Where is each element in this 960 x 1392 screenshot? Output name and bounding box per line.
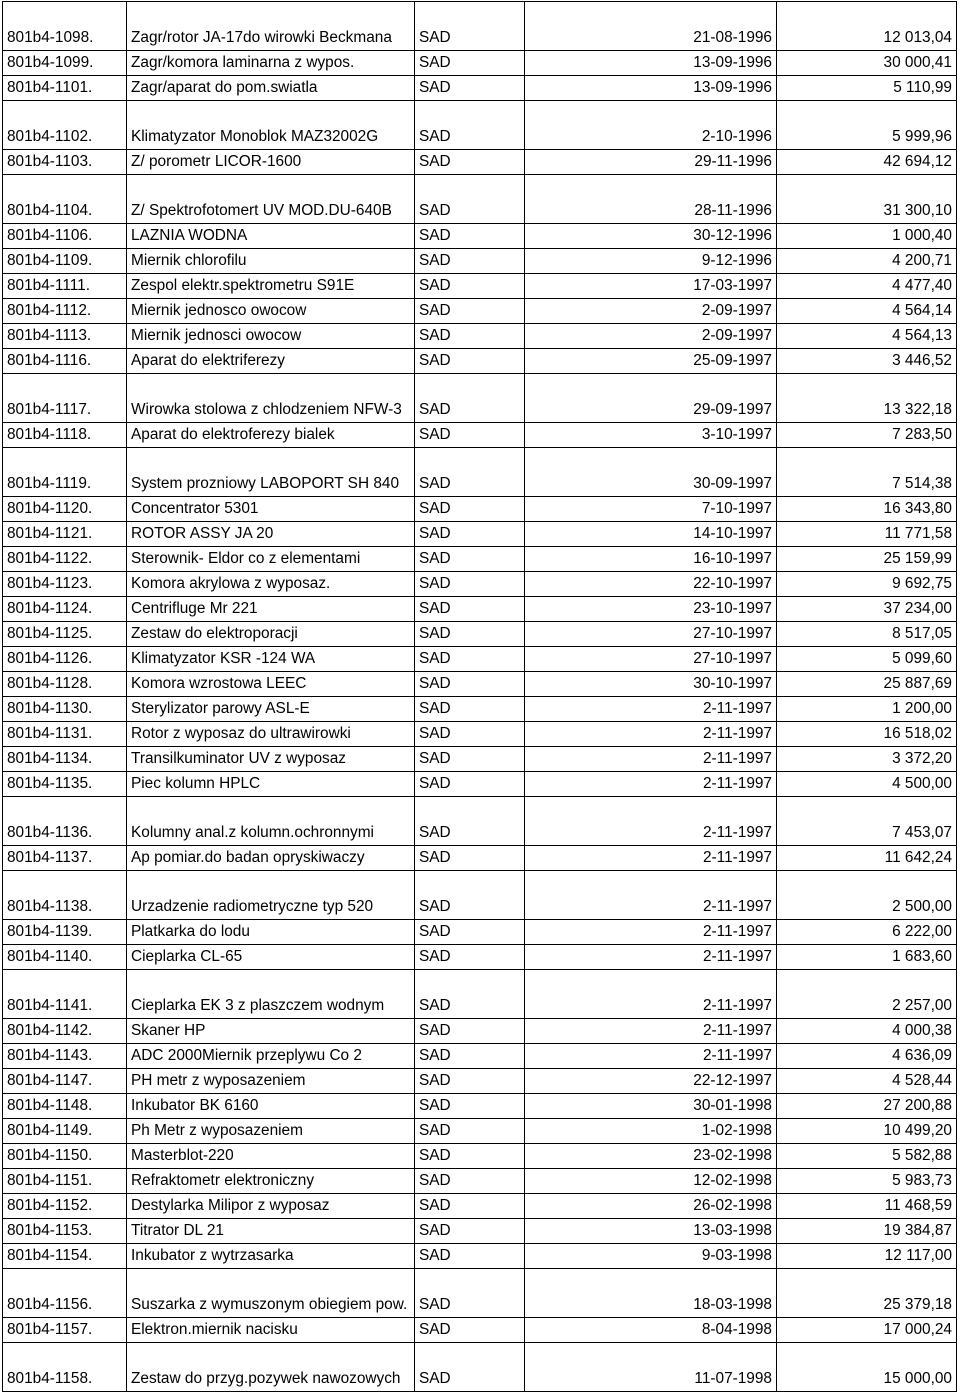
value-cell: 5 099,60 [777, 647, 957, 672]
date-cell: 30-09-1997 [525, 448, 777, 497]
source-cell: SAD [415, 672, 525, 697]
source-cell: SAD [415, 76, 525, 101]
table-row [3, 1069, 957, 1094]
value-cell: 2 500,00 [777, 871, 957, 920]
inventory-number-cell: 801b4-1111. [3, 274, 127, 299]
value-cell: 12 117,00 [777, 1244, 957, 1269]
date-cell: 2-11-1997 [525, 970, 777, 1019]
value-cell: 27 200,88 [777, 1094, 957, 1119]
item-name-cell: Wirowka stolowa z chlodzeniem NFW-3 [127, 374, 415, 423]
value-cell: 13 322,18 [777, 374, 957, 423]
date-cell: 7-10-1997 [525, 497, 777, 522]
source-cell: SAD [415, 150, 525, 175]
date-cell: 2-11-1997 [525, 797, 777, 846]
date-cell: 27-10-1997 [525, 622, 777, 647]
inventory-number-cell: 801b4-1151. [3, 1169, 127, 1194]
item-name-cell: Cieplarka EK 3 z plaszczem wodnym [127, 970, 415, 1019]
source-cell: SAD [415, 846, 525, 871]
table-row [3, 747, 957, 772]
source-cell: SAD [415, 547, 525, 572]
item-name-cell: Concentrator 5301 [127, 497, 415, 522]
inventory-number-cell: 801b4-1113. [3, 324, 127, 349]
source-cell: SAD [415, 1044, 525, 1069]
table-row [3, 274, 957, 299]
item-name-cell: Inkubator BK 6160 [127, 1094, 415, 1119]
source-cell: SAD [415, 945, 525, 970]
source-cell: SAD [415, 349, 525, 374]
table-row [3, 1144, 957, 1169]
item-name-cell: Zagr/rotor JA-17do wirowki Beckmana [127, 2, 415, 51]
source-cell: SAD [415, 920, 525, 945]
source-cell: SAD [415, 249, 525, 274]
date-cell: 12-02-1998 [525, 1169, 777, 1194]
source-cell: SAD [415, 697, 525, 722]
table-row [3, 448, 957, 497]
date-cell: 9-03-1998 [525, 1244, 777, 1269]
table-row [3, 597, 957, 622]
date-cell: 21-08-1996 [525, 2, 777, 51]
item-name-cell: Zagr/aparat do pom.swiatla [127, 76, 415, 101]
inventory-number-cell: 801b4-1157. [3, 1318, 127, 1343]
date-cell: 27-10-1997 [525, 647, 777, 672]
table-row [3, 374, 957, 423]
value-cell: 5 983,73 [777, 1169, 957, 1194]
date-cell: 17-03-1997 [525, 274, 777, 299]
item-name-cell: Masterblot-220 [127, 1144, 415, 1169]
item-name-cell: Zespol elektr.spektrometru S91E [127, 274, 415, 299]
inventory-number-cell: 801b4-1139. [3, 920, 127, 945]
value-cell: 4 000,38 [777, 1019, 957, 1044]
value-cell: 25 159,99 [777, 547, 957, 572]
table-row [3, 101, 957, 150]
item-name-cell: Kolumny anal.z kolumn.ochronnymi [127, 797, 415, 846]
value-cell: 42 694,12 [777, 150, 957, 175]
date-cell: 25-09-1997 [525, 349, 777, 374]
item-name-cell: Ph Metr z wyposazeniem [127, 1119, 415, 1144]
inventory-number-cell: 801b4-1125. [3, 622, 127, 647]
inventory-number-cell: 801b4-1126. [3, 647, 127, 672]
inventory-number-cell: 801b4-1102. [3, 101, 127, 150]
value-cell: 3 446,52 [777, 349, 957, 374]
date-cell: 2-11-1997 [525, 697, 777, 722]
source-cell: SAD [415, 622, 525, 647]
inventory-number-cell: 801b4-1130. [3, 697, 127, 722]
table-row [3, 51, 957, 76]
date-cell: 9-12-1996 [525, 249, 777, 274]
inventory-number-cell: 801b4-1149. [3, 1119, 127, 1144]
source-cell: SAD [415, 274, 525, 299]
value-cell: 3 372,20 [777, 747, 957, 772]
inventory-number-cell: 801b4-1147. [3, 1069, 127, 1094]
item-name-cell: Inkubator z wytrzasarka [127, 1244, 415, 1269]
date-cell: 2-11-1997 [525, 871, 777, 920]
item-name-cell: ROTOR ASSY JA 20 [127, 522, 415, 547]
inventory-number-cell: 801b4-1120. [3, 497, 127, 522]
item-name-cell: Klimatyzator Monoblok MAZ32002G [127, 101, 415, 150]
item-name-cell: Aparat do elektroferezy bialek [127, 423, 415, 448]
table-row [3, 871, 957, 920]
value-cell: 1 200,00 [777, 697, 957, 722]
date-cell: 13-09-1996 [525, 76, 777, 101]
table-row [3, 1244, 957, 1269]
date-cell: 29-11-1996 [525, 150, 777, 175]
source-cell: SAD [415, 797, 525, 846]
source-cell: SAD [415, 722, 525, 747]
item-name-cell: Refraktometr elektroniczny [127, 1169, 415, 1194]
table-row [3, 1019, 957, 1044]
item-name-cell: Titrator DL 21 [127, 1219, 415, 1244]
date-cell: 18-03-1998 [525, 1269, 777, 1318]
table-row [3, 1169, 957, 1194]
date-cell: 2-11-1997 [525, 945, 777, 970]
source-cell: SAD [415, 448, 525, 497]
item-name-cell: Miernik chlorofilu [127, 249, 415, 274]
value-cell: 30 000,41 [777, 51, 957, 76]
table-row [3, 1194, 957, 1219]
value-cell: 7 283,50 [777, 423, 957, 448]
date-cell: 30-12-1996 [525, 224, 777, 249]
inventory-number-cell: 801b4-1154. [3, 1244, 127, 1269]
value-cell: 5 582,88 [777, 1144, 957, 1169]
item-name-cell: Centrifluge Mr 221 [127, 597, 415, 622]
item-name-cell: Urzadzenie radiometryczne typ 520 [127, 871, 415, 920]
item-name-cell: Miernik jednosci owocow [127, 324, 415, 349]
value-cell: 2 257,00 [777, 970, 957, 1019]
item-name-cell: Komora wzrostowa LEEC [127, 672, 415, 697]
date-cell: 2-11-1997 [525, 1019, 777, 1044]
inventory-number-cell: 801b4-1148. [3, 1094, 127, 1119]
value-cell: 11 468,59 [777, 1194, 957, 1219]
value-cell: 8 517,05 [777, 622, 957, 647]
date-cell: 26-02-1998 [525, 1194, 777, 1219]
table-row [3, 945, 957, 970]
source-cell: SAD [415, 1094, 525, 1119]
date-cell: 2-11-1997 [525, 846, 777, 871]
value-cell: 11 771,58 [777, 522, 957, 547]
date-cell: 13-03-1998 [525, 1219, 777, 1244]
date-cell: 3-10-1997 [525, 423, 777, 448]
table-row [3, 1269, 957, 1318]
inventory-number-cell: 801b4-1106. [3, 224, 127, 249]
value-cell: 1 000,40 [777, 224, 957, 249]
inventory-table-body [3, 2, 957, 1392]
value-cell: 4 564,13 [777, 324, 957, 349]
inventory-number-cell: 801b4-1103. [3, 150, 127, 175]
table-row [3, 547, 957, 572]
date-cell: 30-01-1998 [525, 1094, 777, 1119]
source-cell: SAD [415, 374, 525, 423]
date-cell: 23-02-1998 [525, 1144, 777, 1169]
source-cell: SAD [415, 522, 525, 547]
inventory-number-cell: 801b4-1119. [3, 448, 127, 497]
item-name-cell: Zagr/komora laminarna z wypos. [127, 51, 415, 76]
inventory-number-cell: 801b4-1137. [3, 846, 127, 871]
source-cell: SAD [415, 497, 525, 522]
table-row [3, 76, 957, 101]
source-cell: SAD [415, 175, 525, 224]
table-row [3, 1219, 957, 1244]
value-cell: 11 642,24 [777, 846, 957, 871]
table-row [3, 175, 957, 224]
table-row [3, 920, 957, 945]
inventory-number-cell: 801b4-1099. [3, 51, 127, 76]
table-row [3, 697, 957, 722]
item-name-cell: Z/ porometr LICOR-1600 [127, 150, 415, 175]
value-cell: 19 384,87 [777, 1219, 957, 1244]
inventory-table [2, 1, 957, 1392]
item-name-cell: Suszarka z wymuszonym obiegiem pow. [127, 1269, 415, 1318]
date-cell: 2-09-1997 [525, 324, 777, 349]
source-cell: SAD [415, 2, 525, 51]
value-cell: 4 200,71 [777, 249, 957, 274]
source-cell: SAD [415, 1119, 525, 1144]
item-name-cell: Miernik jednosco owocow [127, 299, 415, 324]
item-name-cell: Ap pomiar.do badan opryskiwaczy [127, 846, 415, 871]
date-cell: 2-11-1997 [525, 747, 777, 772]
value-cell: 12 013,04 [777, 2, 957, 51]
inventory-number-cell: 801b4-1134. [3, 747, 127, 772]
date-cell: 29-09-1997 [525, 374, 777, 423]
table-row [3, 846, 957, 871]
source-cell: SAD [415, 101, 525, 150]
source-cell: SAD [415, 597, 525, 622]
date-cell: 23-10-1997 [525, 597, 777, 622]
source-cell: SAD [415, 871, 525, 920]
source-cell: SAD [415, 1318, 525, 1343]
item-name-cell: Rotor z wyposaz do ultrawirowki [127, 722, 415, 747]
source-cell: SAD [415, 647, 525, 672]
inventory-number-cell: 801b4-1143. [3, 1044, 127, 1069]
inventory-number-cell: 801b4-1109. [3, 249, 127, 274]
inventory-number-cell: 801b4-1131. [3, 722, 127, 747]
item-name-cell: Sterylizator parowy ASL-E [127, 697, 415, 722]
date-cell: 1-02-1998 [525, 1119, 777, 1144]
date-cell: 14-10-1997 [525, 522, 777, 547]
source-cell: SAD [415, 1219, 525, 1244]
value-cell: 16 518,02 [777, 722, 957, 747]
source-cell: SAD [415, 423, 525, 448]
inventory-number-cell: 801b4-1141. [3, 970, 127, 1019]
item-name-cell: Klimatyzator KSR -124 WA [127, 647, 415, 672]
date-cell: 13-09-1996 [525, 51, 777, 76]
item-name-cell: Skaner HP [127, 1019, 415, 1044]
table-row [3, 1343, 957, 1392]
table-row [3, 1044, 957, 1069]
item-name-cell: Transilkuminator UV z wyposaz [127, 747, 415, 772]
table-row [3, 299, 957, 324]
inventory-number-cell: 801b4-1150. [3, 1144, 127, 1169]
date-cell: 22-12-1997 [525, 1069, 777, 1094]
inventory-number-cell: 801b4-1140. [3, 945, 127, 970]
inventory-number-cell: 801b4-1123. [3, 572, 127, 597]
item-name-cell: Aparat do elektriferezy [127, 349, 415, 374]
inventory-number-cell: 801b4-1156. [3, 1269, 127, 1318]
inventory-number-cell: 801b4-1136. [3, 797, 127, 846]
item-name-cell: Komora akrylowa z wyposaz. [127, 572, 415, 597]
table-row [3, 672, 957, 697]
inventory-number-cell: 801b4-1104. [3, 175, 127, 224]
inventory-number-cell: 801b4-1112. [3, 299, 127, 324]
value-cell: 25 887,69 [777, 672, 957, 697]
table-row [3, 249, 957, 274]
inventory-number-cell: 801b4-1116. [3, 349, 127, 374]
date-cell: 30-10-1997 [525, 672, 777, 697]
date-cell: 22-10-1997 [525, 572, 777, 597]
item-name-cell: Zestaw do przyg.pozywek nawozowych [127, 1343, 415, 1392]
source-cell: SAD [415, 1144, 525, 1169]
date-cell: 2-11-1997 [525, 1044, 777, 1069]
table-row [3, 797, 957, 846]
table-row [3, 1094, 957, 1119]
value-cell: 4 564,14 [777, 299, 957, 324]
table-row [3, 572, 957, 597]
source-cell: SAD [415, 1069, 525, 1094]
source-cell: SAD [415, 51, 525, 76]
value-cell: 15 000,00 [777, 1343, 957, 1392]
value-cell: 37 234,00 [777, 597, 957, 622]
item-name-cell: Piec kolumn HPLC [127, 772, 415, 797]
table-row [3, 324, 957, 349]
date-cell: 28-11-1996 [525, 175, 777, 224]
date-cell: 8-04-1998 [525, 1318, 777, 1343]
inventory-number-cell: 801b4-1138. [3, 871, 127, 920]
value-cell: 7 453,07 [777, 797, 957, 846]
source-cell: SAD [415, 572, 525, 597]
source-cell: SAD [415, 1343, 525, 1392]
value-cell: 5 110,99 [777, 76, 957, 101]
value-cell: 5 999,96 [777, 101, 957, 150]
item-name-cell: Sterownik- Eldor co z elementami [127, 547, 415, 572]
value-cell: 4 636,09 [777, 1044, 957, 1069]
value-cell: 25 379,18 [777, 1269, 957, 1318]
value-cell: 10 499,20 [777, 1119, 957, 1144]
item-name-cell: Zestaw do elektroporacji [127, 622, 415, 647]
date-cell: 2-09-1997 [525, 299, 777, 324]
value-cell: 31 300,10 [777, 175, 957, 224]
item-name-cell: System prozniowy LABOPORT SH 840 [127, 448, 415, 497]
item-name-cell: PH metr z wyposazeniem [127, 1069, 415, 1094]
inventory-number-cell: 801b4-1135. [3, 772, 127, 797]
table-row [3, 622, 957, 647]
source-cell: SAD [415, 747, 525, 772]
table-row [3, 423, 957, 448]
table-row [3, 150, 957, 175]
table-row [3, 1318, 957, 1343]
value-cell: 16 343,80 [777, 497, 957, 522]
source-cell: SAD [415, 970, 525, 1019]
inventory-number-cell: 801b4-1124. [3, 597, 127, 622]
value-cell: 4 500,00 [777, 772, 957, 797]
source-cell: SAD [415, 1269, 525, 1318]
source-cell: SAD [415, 224, 525, 249]
value-cell: 6 222,00 [777, 920, 957, 945]
inventory-number-cell: 801b4-1122. [3, 547, 127, 572]
table-row [3, 970, 957, 1019]
item-name-cell: Z/ Spektrofotomert UV MOD.DU-640B [127, 175, 415, 224]
source-cell: SAD [415, 1169, 525, 1194]
item-name-cell: Elektron.miernik nacisku [127, 1318, 415, 1343]
source-cell: SAD [415, 1244, 525, 1269]
inventory-number-cell: 801b4-1121. [3, 522, 127, 547]
source-cell: SAD [415, 1194, 525, 1219]
value-cell: 4 528,44 [777, 1069, 957, 1094]
item-name-cell: LAZNIA WODNA [127, 224, 415, 249]
date-cell: 11-07-1998 [525, 1343, 777, 1392]
inventory-number-cell: 801b4-1142. [3, 1019, 127, 1044]
inventory-number-cell: 801b4-1153. [3, 1219, 127, 1244]
date-cell: 2-10-1996 [525, 101, 777, 150]
value-cell: 1 683,60 [777, 945, 957, 970]
table-row [3, 497, 957, 522]
table-row [3, 1119, 957, 1144]
table-row [3, 349, 957, 374]
source-cell: SAD [415, 1019, 525, 1044]
source-cell: SAD [415, 772, 525, 797]
inventory-number-cell: 801b4-1101. [3, 76, 127, 101]
item-name-cell: Destylarka Milipor z wyposaz [127, 1194, 415, 1219]
date-cell: 2-11-1997 [525, 920, 777, 945]
item-name-cell: Platkarka do lodu [127, 920, 415, 945]
value-cell: 17 000,24 [777, 1318, 957, 1343]
value-cell: 7 514,38 [777, 448, 957, 497]
inventory-number-cell: 801b4-1128. [3, 672, 127, 697]
value-cell: 4 477,40 [777, 274, 957, 299]
date-cell: 16-10-1997 [525, 547, 777, 572]
value-cell: 9 692,75 [777, 572, 957, 597]
date-cell: 2-11-1997 [525, 772, 777, 797]
inventory-number-cell: 801b4-1152. [3, 1194, 127, 1219]
item-name-cell: ADC 2000Miernik przeplywu Co 2 [127, 1044, 415, 1069]
source-cell: SAD [415, 299, 525, 324]
table-row [3, 647, 957, 672]
item-name-cell: Cieplarka CL-65 [127, 945, 415, 970]
inventory-number-cell: 801b4-1098. [3, 2, 127, 51]
table-row [3, 772, 957, 797]
inventory-number-cell: 801b4-1158. [3, 1343, 127, 1392]
table-row [3, 722, 957, 747]
source-cell: SAD [415, 324, 525, 349]
table-row [3, 2, 957, 51]
date-cell: 2-11-1997 [525, 722, 777, 747]
table-row [3, 224, 957, 249]
inventory-number-cell: 801b4-1117. [3, 374, 127, 423]
table-row [3, 522, 957, 547]
inventory-number-cell: 801b4-1118. [3, 423, 127, 448]
